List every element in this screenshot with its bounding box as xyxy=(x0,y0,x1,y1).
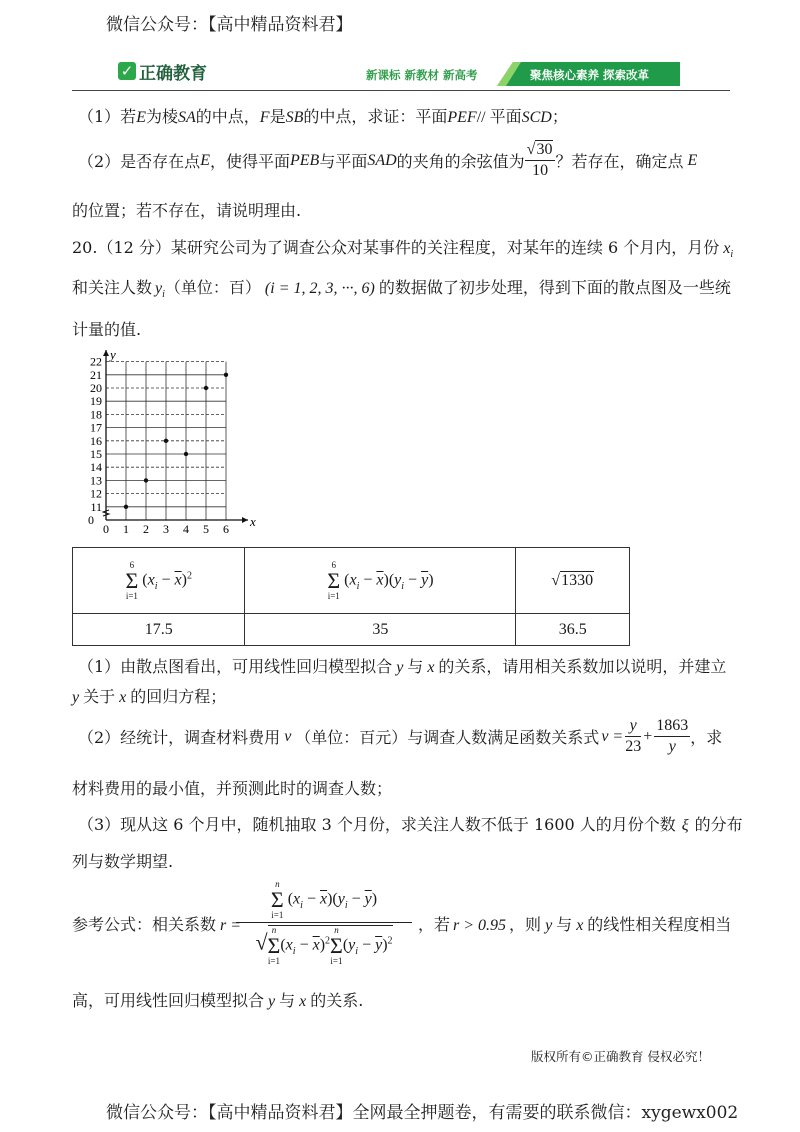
y-tick-label: 18 xyxy=(90,407,102,422)
q20-part1: （1）由散点图看出，可用线性回归模型拟合 y 与 x 的关系，请用相关系数加以说明，并建立 xyxy=(78,657,727,676)
q20-heading: 20.（12 分）某研究公司为了调查公众对某事件的关注程度，对某年的连续 6 个月内，月份 $x_i$ xyxy=(72,238,734,261)
scatter-point xyxy=(204,386,208,390)
value-sqrt: 36.5 xyxy=(516,614,630,646)
y-axis-label: y xyxy=(110,348,116,362)
y-tick-label: 16 xyxy=(90,433,102,448)
q20-part2-line2: 材料费用的最小值，并预测此时的调查人数； xyxy=(72,779,393,798)
scatter-chart xyxy=(78,348,268,536)
cosine-fraction: $\frac{√30}{10}$ xyxy=(525,140,556,181)
y-tick-label: 19 xyxy=(90,394,102,409)
y-tick-label: 20 xyxy=(90,381,102,395)
value-sum-xy: 35 xyxy=(245,614,516,646)
bottom-watermark: 微信公众号：【高中精品资料君】全网最全押题卷，有需要的联系微信：xygewx002 xyxy=(106,1103,739,1123)
q20-part3-line2: 列与数学期望. xyxy=(72,852,174,871)
q20-line3: 计量的值. xyxy=(72,320,142,339)
q20-line2: 和关注人数 $y_i$（单位：百） (i = 1, 2, 3, ···, 6) 的数据做了初步处理，得到下面的散点图及一些统 xyxy=(72,278,731,301)
q19-part1: （1）若E为棱SA的中点，F是SB的中点，求证：平面PEF// 平面SCD； xyxy=(78,107,568,126)
header-sum-xy: 6 Σ i=1 $(x_i - \overline{x})(y_i - \overline{y})$ xyxy=(245,548,516,614)
x-tick-label: 2 xyxy=(143,522,149,536)
scatter-point xyxy=(224,373,228,377)
scatter-point xyxy=(124,505,128,509)
y-tick-label: 21 xyxy=(90,367,102,382)
y-tick-label: 15 xyxy=(90,447,102,461)
y-tick-label: 11 xyxy=(90,499,102,514)
y-tick-label: 14 xyxy=(90,460,102,475)
x-tick-label: 0 xyxy=(103,522,109,536)
logo-text: 正确教育 xyxy=(139,63,207,84)
ref-label: 参考公式：相关系数 r = xyxy=(72,915,242,934)
ref-line2: 高，可用线性回归模型拟合 y 与 x 的关系. xyxy=(72,991,364,1010)
value-sum-xx: 17.5 xyxy=(73,614,245,646)
x-axis-arrow xyxy=(242,517,248,523)
check-icon: ✓ xyxy=(118,62,136,80)
slogan-left: 新课标 新教材 新高考 xyxy=(366,68,478,82)
ref-condition: ，若 r > 0.95 ，则 y 与 x 的线性相关程度相当 xyxy=(418,915,732,934)
header-rule xyxy=(72,90,730,91)
x-axis-label: x xyxy=(250,514,256,529)
statistics-table xyxy=(72,547,630,646)
x-tick-label: 1 xyxy=(123,522,129,536)
slogan-right: 聚焦核心素养 探索改革 xyxy=(530,68,650,82)
y-tick-label: 13 xyxy=(90,473,102,488)
copyright-notice: 版权所有©正确教育 侵权必究！ xyxy=(531,1049,710,1064)
brand-logo xyxy=(118,60,207,82)
correlation-formula: n Σ i=1 $(x_i - \overline{x})(y_i - \overline{y})$ √ n Σ i=1 $(x_i - \overline{x})^2$ n Σ i=1 $(y_i - \overline{y})^2$ xyxy=(236,880,412,966)
y-tick-label: 12 xyxy=(90,486,102,501)
y-tick-label: 22 xyxy=(90,354,102,369)
y-axis-arrow xyxy=(103,350,109,356)
x-tick-label: 5 xyxy=(203,522,209,536)
x-tick-label: 4 xyxy=(183,522,189,536)
x-tick-label: 6 xyxy=(223,522,229,536)
x-tick-label: 3 xyxy=(163,522,169,536)
axis-break xyxy=(103,510,109,516)
q20-part1-line2: y 关于 x 的回归方程； xyxy=(72,687,227,706)
header-sum-xx: 6 Σ i=1 $(x_i - \overline{x})^2$ xyxy=(73,548,245,614)
chart-tick-labels xyxy=(88,348,256,536)
scatter-point xyxy=(164,439,168,443)
q20-part2: （2）经统计，调查材料费用 v （单位：百元）与调查人数满足函数关系式 v = $\frac{y}{23}$ + $\frac{1863}{y}$ ，求 xyxy=(78,717,723,755)
q19-part2: （2）是否存在点 E ，使得平面 PEB 与平面 SAD 的夹角的余弦值为 $\frac{√30}{10}$ ？若存在，确定点 E xyxy=(78,141,698,179)
top-watermark: 微信公众号：【高中精品资料君】 xyxy=(106,15,353,35)
scatter-point xyxy=(144,478,148,482)
origin-label: 0 xyxy=(88,513,94,527)
scatter-point xyxy=(184,452,188,456)
q19-part2-line2: 的位置；若不存在，请说明理由. xyxy=(72,201,302,220)
y-tick-label: 17 xyxy=(90,420,102,435)
header-sqrt: √1330 xyxy=(516,548,630,614)
q20-part3: （3）现从这 6 个月中，随机抽取 3 个月份，求关注人数不低于 1600 人的月份个数 ξ 的分布 xyxy=(78,815,743,834)
